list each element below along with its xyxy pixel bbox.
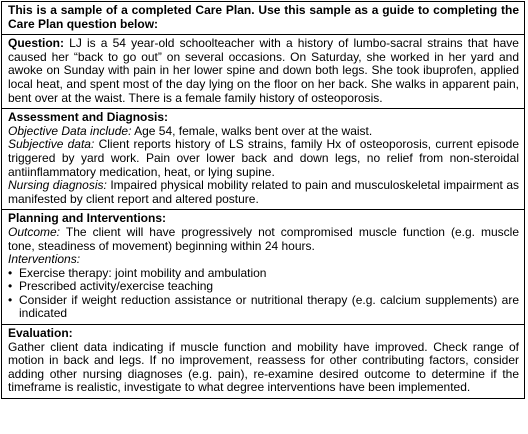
care-plan-document (1, 1, 525, 432)
question-cell (2, 35, 525, 109)
care-plan-table (1, 1, 525, 399)
intro-text: This is a sample of a completed Care Plan. Use this sample as a guide to completing the Care Plan question below: (8, 3, 519, 31)
evaluation-cell (2, 325, 525, 399)
objective-data (8, 125, 519, 139)
planning-row (2, 210, 525, 325)
evaluation-row (2, 325, 525, 399)
assessment-row (2, 109, 525, 210)
outcome (8, 226, 519, 253)
outcome-label: Outcome: (8, 224, 61, 239)
objective-label: Objective Data include: (8, 123, 132, 138)
intro-row (2, 2, 525, 35)
bullet-icon: • (8, 292, 13, 307)
intro-cell (2, 2, 525, 35)
intervention-text: Prescribed activity/exercise teaching (19, 279, 214, 294)
bullet-icon: • (8, 279, 13, 294)
question-text: LJ is a 54 year-old schoolteacher with a history of lumbo-sacral strains that have caused her “back to go out” on several occasions. On Saturday, she worked in her yard and awoke on Sunday with pain in her lower spine and down both legs. She took ibuprofen, applied local heat, and spent most of the day lying on the floor on her back. She walks in apparent pain, bent over at the waist. There is a female family history of osteoporosis. (8, 36, 519, 105)
subjective-label: Subjective data: (8, 137, 95, 152)
assessment-heading: Assessment and Diagnosis: (8, 110, 169, 125)
nursing-diagnosis (8, 179, 519, 206)
nursing-text: Impaired physical mobility related to pain and musculoskeletal impairment as manifested by client report and altered posture. (8, 178, 520, 206)
outcome-text: The client will have progressively not compromised muscle function (e.g. muscle tone, steadiness of movement) beginning within 24 hours. (8, 224, 519, 253)
question-row (2, 35, 525, 109)
evaluation-text: Gather client data indicating if muscle function and mobility have improved. Check range of motion in back and legs. If no improvement, reassess for other contributing factors, consider adding other nursing diagnoses (e.g. pain), re-examine desired outcome to determine if the timeframe is realistic, investigate to what degree interventions have been implemented. (8, 339, 519, 395)
planning-cell (2, 210, 525, 325)
planning-heading: Planning and Interventions: (8, 211, 167, 226)
assessment-cell (2, 109, 525, 210)
list-item (8, 280, 519, 294)
list-item (8, 294, 519, 321)
list-item (8, 267, 519, 281)
intervention-text: Consider if weight reduction assistance or nutritional therapy (e.g. calcium supplements) are indicated (19, 292, 519, 321)
intervention-text: Exercise therapy: joint mobility and ambulation (19, 265, 267, 280)
interventions-label: Interventions: (8, 252, 81, 267)
interventions-list (8, 267, 519, 321)
evaluation-heading: Evaluation: (8, 326, 73, 341)
subjective-data (8, 138, 519, 179)
subjective-text: Client reports history of LS strains, family Hx of osteoporosis, current episode triggered by yard work. Pain over lower back and down legs, no relief from non-steroidal antiinflammatory medication, heat, or lying supine. (8, 137, 519, 179)
question-label: Question: (8, 36, 64, 51)
objective-text: Age 54, female, walks bent over at the waist. (134, 123, 373, 138)
bullet-icon: • (8, 265, 13, 280)
nursing-label: Nursing diagnosis: (8, 178, 107, 193)
